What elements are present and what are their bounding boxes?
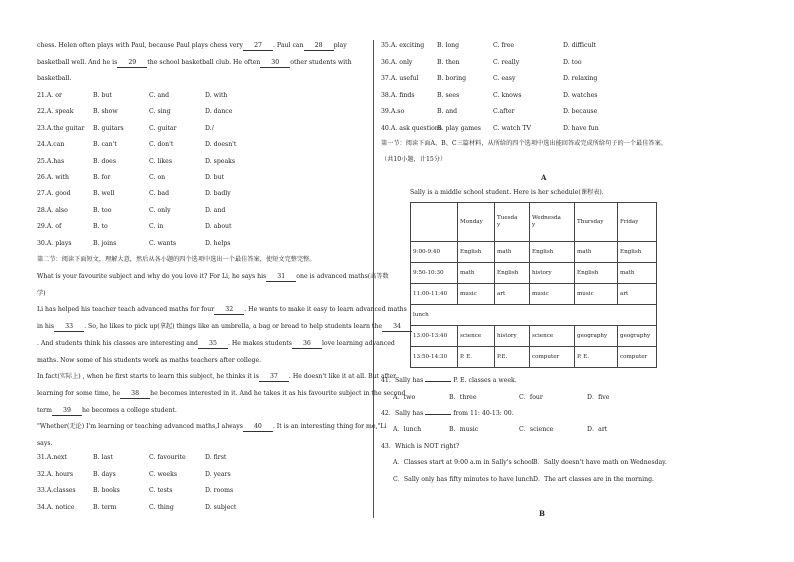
- option-31-0: 31.A.next: [37, 454, 67, 461]
- option-31-3: D. first: [205, 454, 227, 461]
- option-22-2: C. sing: [149, 108, 171, 116]
- option-39-1: B. and: [437, 108, 458, 115]
- schedule-cell: English: [495, 263, 530, 284]
- text-line: [37, 357, 261, 365]
- question-stem: [381, 410, 514, 418]
- option-24-1: B. can't: [93, 141, 117, 149]
- text-span: . So, he likes to pick up(拿起) things like an umbrella, a bag or bread to help students learn the: [84, 323, 383, 331]
- option-40-3: D. have fun: [563, 124, 599, 132]
- text-span: term: [37, 406, 52, 414]
- option-24-0: 24.A.can: [37, 141, 65, 149]
- option-31-2: C. favourite: [149, 454, 186, 461]
- text-span: in his: [37, 323, 55, 331]
- schedule-cell: math: [618, 263, 657, 284]
- option-32-2: C. weeks: [149, 470, 177, 478]
- text-span: learning for some time, he: [37, 389, 121, 397]
- answer-blank-34: 34: [382, 323, 412, 332]
- text-span: says.: [37, 440, 53, 447]
- text-line: [37, 340, 395, 349]
- option-30-0: 30.A. plays: [37, 239, 72, 247]
- text-span: play: [333, 42, 347, 49]
- text-line: [37, 273, 389, 282]
- schedule-cell: P. E.: [458, 347, 495, 368]
- option-30-3: D. helps: [205, 239, 231, 247]
- answer-blank-37: 37: [259, 373, 289, 382]
- option-35-3: D. difficult: [563, 42, 596, 49]
- schedule-cell: music: [530, 284, 575, 305]
- answer-option: D．art: [587, 426, 608, 433]
- option-21-0: 21.A. or: [37, 92, 62, 99]
- text-span: . And students think his classes are interesting and: [37, 339, 198, 347]
- option-38-3: D. watches: [563, 91, 598, 99]
- schedule-cell: geography: [575, 326, 618, 347]
- schedule-cell: English: [530, 242, 575, 263]
- schedule-row: [411, 242, 657, 263]
- schedule-row: [411, 347, 657, 368]
- text-span: he becomes a college student.: [81, 406, 177, 414]
- answer-option: C．four: [519, 394, 543, 401]
- schedule-cell: 9:50-10:30: [411, 263, 458, 284]
- schedule-cell: art: [618, 284, 657, 305]
- question-line: A．Classes start at 9:00 a.m in Sally's school: [393, 459, 534, 466]
- answer-blank-40: 40: [243, 423, 273, 432]
- option-37-2: C. easy: [493, 75, 516, 82]
- text-line: [37, 290, 46, 298]
- option-30-2: C. wants: [149, 239, 177, 247]
- text-span: basketball well. And he is: [37, 58, 118, 66]
- option-22-1: B. show: [93, 108, 118, 116]
- schedule-cell: P.E.: [495, 347, 530, 368]
- question-line: 43．Which is NOT right?: [381, 443, 460, 450]
- schedule-cell: science: [458, 326, 495, 347]
- stem-text: from 11: 40-13: 00.: [451, 410, 514, 417]
- stem-text: 42．Sally has: [381, 410, 426, 417]
- schedule-header-cell: Friday: [618, 203, 657, 242]
- option-28-2: C. only: [149, 206, 171, 214]
- option-25-0: 25.A.has: [37, 157, 65, 165]
- schedule-cell: math: [575, 242, 618, 263]
- option-34-0: 34.A. notice: [37, 503, 75, 511]
- text-span: maths. Now some of his students work as maths teachers after college.: [37, 356, 262, 364]
- schedule-cell: 9:00-9:40: [411, 242, 458, 263]
- option-21-3: D. with: [205, 92, 228, 99]
- text-span: Li has helped his teacher teach advanced maths for four: [37, 306, 215, 314]
- schedule-row: [411, 263, 657, 284]
- option-34-1: B. term: [93, 503, 117, 511]
- option-26-0: 26.A. with: [37, 174, 69, 181]
- schedule-cell: geography: [618, 326, 657, 347]
- option-35-0: 35.A. exciting: [381, 42, 425, 49]
- option-28-0: 28.A. also: [37, 206, 68, 214]
- answer-blank-39: 39: [52, 407, 82, 416]
- text-line: [37, 407, 177, 416]
- schedule-cell: history: [530, 263, 575, 284]
- option-37-3: D. relaxing: [563, 75, 598, 82]
- text-span: . He wants to make it easy to learn advanced maths: [244, 306, 407, 314]
- option-26-2: C. on: [149, 174, 166, 181]
- answer-option: D．five: [587, 394, 610, 401]
- text-span: other students with: [290, 58, 352, 66]
- schedule-cell: 13:00-13:40: [411, 326, 458, 347]
- schedule-header-cell: Tuesda y: [495, 203, 530, 242]
- option-33-2: C. tests: [149, 487, 173, 494]
- option-23-2: C. guitar: [149, 124, 177, 132]
- option-33-1: B. books: [93, 487, 120, 494]
- text-line: [37, 373, 396, 382]
- option-38-1: B. sees: [437, 91, 460, 99]
- schedule-cell: computer: [618, 347, 657, 368]
- option-29-1: B. to: [93, 223, 108, 231]
- answer-option: C．science: [519, 426, 554, 433]
- answer-blank-29: 29: [117, 59, 147, 68]
- option-27-1: B. well: [93, 190, 115, 198]
- schedule-cell: English: [458, 242, 495, 263]
- answer-blank-38: 38: [120, 390, 150, 399]
- schedule-cell: math: [458, 263, 495, 284]
- option-22-0: 22.A. speak: [37, 108, 74, 116]
- option-33-0: 33.A.classes: [37, 487, 76, 494]
- schedule-header-cell: [411, 203, 458, 242]
- text-span: . It is an interesting thing for me,"Li: [272, 423, 387, 431]
- question-line: D．The art classes are in the morning.: [533, 476, 655, 483]
- schedule-cell: science: [530, 326, 575, 347]
- option-29-2: C. in: [149, 223, 164, 231]
- text-span: . He makes students: [227, 339, 292, 347]
- option-40-1: B. play games: [437, 124, 481, 132]
- text-line: [37, 390, 405, 399]
- option-38-2: C. knows: [493, 91, 522, 99]
- text-span: one is advanced maths(高等数: [296, 273, 389, 280]
- text-span: "Whether(无论) I'm learning or teaching advanced maths,I always: [37, 423, 243, 431]
- schedule-header-cell: Thursday: [575, 203, 618, 242]
- option-29-3: D. about: [205, 223, 232, 231]
- answer-blank-31: 31: [266, 273, 296, 282]
- option-34-2: C. thing: [149, 503, 174, 511]
- schedule-cell: lunch: [411, 305, 657, 326]
- schedule-cell: computer: [530, 347, 575, 368]
- option-21-2: C. and: [149, 92, 170, 99]
- option-23-3: D./: [205, 124, 214, 132]
- text-span: 学): [37, 289, 46, 297]
- text-line: [37, 306, 407, 315]
- answer-option: A．two: [393, 394, 416, 401]
- option-27-2: C. bad: [149, 190, 170, 198]
- option-34-3: D. subject: [205, 503, 237, 511]
- option-32-1: B. days: [93, 470, 116, 478]
- option-36-0: 36.A. only: [381, 58, 413, 66]
- schedule-table: [410, 202, 657, 368]
- option-37-0: 37.A. useful: [381, 75, 419, 82]
- schedule-cell: 13:50-14:30: [411, 347, 458, 368]
- answer-blank: [425, 381, 451, 382]
- option-36-3: D. too: [563, 58, 582, 66]
- option-28-3: D. and: [205, 206, 226, 214]
- section-b-title: B: [539, 509, 545, 518]
- option-35-2: C. free: [493, 42, 515, 49]
- text-span: chess. Helen often plays with Paul, because Paul plays chess very: [37, 42, 243, 49]
- text-span: the school basketball club. He often: [147, 58, 261, 66]
- answer-blank-30: 30: [260, 59, 290, 68]
- reading-heading: 第一节：阅读下面A、B、C三篇材料，从所给的四个选项中选出能回答或完成所给句子的一个最佳答案。: [381, 140, 667, 147]
- text-span: . He doesn't like it at all. But after: [288, 373, 397, 381]
- reading-heading-score: （共10小题，计15分）: [381, 156, 447, 163]
- option-30-1: B. joins: [93, 239, 117, 247]
- answer-blank-28: 28: [304, 42, 334, 51]
- answer-option: A．lunch: [393, 426, 422, 433]
- text-line: [37, 75, 71, 83]
- schedule-cell: art: [495, 284, 530, 305]
- option-32-3: D. years: [205, 470, 231, 478]
- option-40-2: C. watch TV: [493, 124, 531, 132]
- option-29-0: 29.A. of: [37, 223, 62, 231]
- option-31-1: B. last: [93, 454, 113, 461]
- text-span: What is your favourite subject and why do you love it? For Li, he says his: [37, 273, 267, 280]
- option-24-2: C. don't: [149, 141, 174, 149]
- section-a-title: A: [541, 173, 547, 182]
- stem-text: 41．Sally has: [381, 377, 426, 384]
- option-22-3: D. dance: [205, 108, 233, 116]
- option-32-0: 32.A. hours: [37, 470, 74, 478]
- question-line: C．Sally only has fifty minutes to have lunch.: [393, 476, 536, 483]
- text-span: love learning advanced: [321, 339, 395, 347]
- option-28-1: B. too: [93, 206, 112, 214]
- option-36-2: C. really: [493, 58, 520, 66]
- option-39-0: 39.A.so: [381, 108, 405, 115]
- schedule-cell: 11:00-11:40: [411, 284, 458, 305]
- schedule-intro: Sally is a middle school student. Here is her schedule(课程表).: [410, 189, 604, 196]
- answer-blank-27: 27: [243, 42, 273, 51]
- schedule-cell: music: [458, 284, 495, 305]
- answer-blank-35: 35: [198, 340, 228, 349]
- text-line: [37, 323, 412, 332]
- option-21-1: B. but: [93, 92, 112, 99]
- answer-option: B．music: [449, 426, 479, 433]
- option-25-2: C. likes: [149, 157, 172, 165]
- answer-blank-32: 32: [214, 306, 244, 315]
- schedule-cell: English: [618, 242, 657, 263]
- option-39-2: C.after: [493, 108, 515, 115]
- option-35-1: B. long: [437, 42, 460, 49]
- option-37-1: B. boring: [437, 75, 467, 82]
- option-33-3: D. rooms: [205, 487, 234, 494]
- text-line: [37, 42, 347, 51]
- schedule-header-cell: Monday: [458, 203, 495, 242]
- text-span: In fact(实际上) , when he first starts to learn this subject, he thinks it is: [37, 373, 259, 381]
- schedule-row: [411, 326, 657, 347]
- answer-option: B．three: [449, 394, 477, 401]
- option-27-0: 27.A. good: [37, 190, 71, 198]
- answer-blank: [425, 414, 451, 415]
- schedule-row: [411, 284, 657, 305]
- schedule-cell: history: [495, 326, 530, 347]
- schedule-cell: music: [575, 284, 618, 305]
- schedule-cell: P. E.: [575, 347, 618, 368]
- text-line: [37, 59, 352, 68]
- stem-text: P. E. classes a week.: [451, 377, 517, 384]
- text-span: basketball.: [37, 75, 72, 82]
- schedule-cell: English: [575, 263, 618, 284]
- schedule-header-row: [411, 203, 657, 242]
- option-40-0: 40.A. ask questions: [381, 124, 442, 132]
- schedule-row: [411, 305, 657, 326]
- option-39-3: D. because: [563, 108, 598, 115]
- option-26-3: D. but: [205, 174, 225, 181]
- text-span: . Paul can: [273, 42, 304, 49]
- option-23-0: 23.A.the guitar: [37, 124, 85, 132]
- answer-blank-36: 36: [292, 340, 322, 349]
- text-line: [37, 423, 387, 432]
- question-line: B．Sally doesn't have math on Wednesday.: [533, 459, 667, 466]
- option-26-1: B. for: [93, 174, 111, 181]
- text-line: [37, 440, 53, 448]
- option-38-0: 38.A. finds: [381, 91, 415, 99]
- option-27-3: D. badly: [205, 190, 231, 198]
- option-24-3: D. doesn't: [205, 141, 237, 149]
- section-2-heading: 第二节：阅读下面短文，理解大意，然后从各小题的四个选项中选出一个最佳答案，使短文完整完整。: [37, 256, 316, 263]
- text-span: he becomes interested in it. And he takes it as his favourite subject in the second: [150, 389, 406, 397]
- option-25-1: B. does: [93, 157, 117, 165]
- option-23-1: B. guitars: [93, 124, 124, 132]
- answer-blank-33: 33: [54, 323, 84, 332]
- question-stem: [381, 377, 517, 385]
- option-36-1: B. then: [437, 58, 460, 66]
- schedule-cell: math: [495, 242, 530, 263]
- schedule-header-cell: Wednesda y: [530, 203, 575, 242]
- option-25-3: D. speaks: [205, 157, 236, 165]
